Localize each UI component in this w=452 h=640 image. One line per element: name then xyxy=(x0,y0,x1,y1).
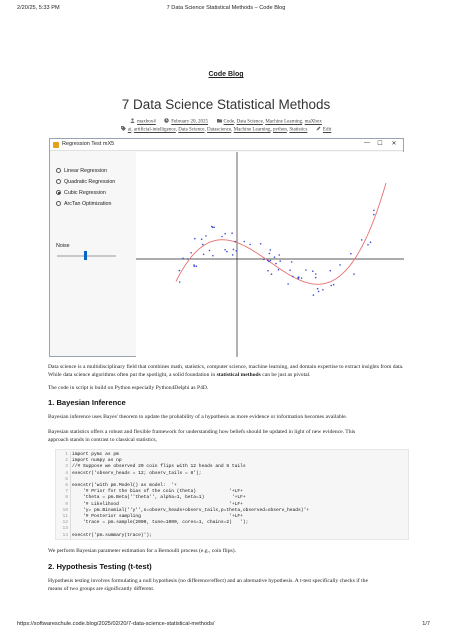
list-separator: , xyxy=(175,127,179,133)
line-number: 10 xyxy=(62,507,68,513)
list-separator: , xyxy=(302,119,305,125)
code-text: execstr('pm.summary(trace)'); xyxy=(72,532,152,538)
bayes-paragraph-2 xyxy=(48,429,408,444)
data-point xyxy=(269,253,271,255)
author-icon xyxy=(130,118,135,123)
line-number: 13 xyxy=(62,526,68,532)
data-point xyxy=(270,249,272,251)
code-text: '# Prior for the bias of the coin (theta) '+LF+ xyxy=(72,489,243,495)
code-text: //# Suppose we observed 20 coin flips with 12 heads and 8 tails xyxy=(72,464,246,470)
print-page-number: 1/7 xyxy=(422,621,430,627)
option-quadratic[interactable] xyxy=(56,177,115,186)
category-link[interactable]: Data Science xyxy=(236,119,263,125)
line-number: 11 xyxy=(62,514,68,519)
data-point xyxy=(224,249,226,251)
line-number: 12 xyxy=(62,520,68,526)
line-number: 9 xyxy=(65,501,68,507)
pencil-icon xyxy=(316,126,321,131)
data-point xyxy=(249,244,251,246)
data-point xyxy=(278,269,280,271)
bayes-paragraph-2-line-2: approach stands in contrast to classical statistics, xyxy=(48,436,157,443)
data-point xyxy=(367,244,369,246)
data-point xyxy=(315,277,317,279)
code-line xyxy=(56,533,410,540)
data-point xyxy=(292,276,294,278)
print-url: https://softwareschule.code.blog/2025/02/20/7-data-science-statistical-methods/ xyxy=(17,621,215,627)
option-linear[interactable] xyxy=(56,166,107,175)
data-point xyxy=(267,270,269,272)
tag-icon xyxy=(121,126,126,131)
data-point xyxy=(350,253,352,255)
bayes-after-paragraph: We perform Bayesian parameter estimation for a Bernoulli process (e.g., coin flips). xyxy=(48,548,236,554)
list-separator: , xyxy=(234,119,237,125)
option-cubic[interactable] xyxy=(56,188,106,197)
data-point xyxy=(244,241,246,243)
blog-name-link[interactable]: Code Blog xyxy=(208,71,244,78)
data-point xyxy=(289,269,291,271)
intro-text: Data science is a multidisciplinary field that combines math, statistics, computer science, machine learning, and domain expertise to extract insights from data. While data science algorithms often put the spotlight, a solid foundation in xyxy=(48,364,404,378)
tag-link[interactable]: Machine Learning xyxy=(233,127,271,133)
data-point xyxy=(232,254,234,256)
data-point xyxy=(275,263,277,265)
code-text: import numpy as np xyxy=(72,458,122,464)
line-number: 8 xyxy=(65,495,68,501)
ttest-paragraph xyxy=(48,578,408,593)
code-text: 'y= pm.Binomial(''y'',n=observ_heads+observ_tails,p=theta,observed=observ_heads)'+ xyxy=(72,507,310,513)
line-number: 4 xyxy=(65,470,68,476)
radio-linear[interactable] xyxy=(56,168,61,173)
data-point xyxy=(361,239,363,241)
folder-icon xyxy=(217,118,222,123)
tag-link[interactable]: Datascience xyxy=(207,127,232,133)
data-point xyxy=(279,260,281,262)
line-number: 7 xyxy=(65,489,68,495)
data-point xyxy=(211,226,213,228)
author-link[interactable]: maxbox4 xyxy=(137,119,156,125)
options-panel xyxy=(50,152,136,357)
app-icon xyxy=(53,142,59,148)
category-link[interactable]: Machine Learning xyxy=(265,119,303,125)
data-point xyxy=(205,235,207,237)
data-point xyxy=(373,214,375,216)
category-list xyxy=(224,120,322,125)
code-text: 'theta = pm.Beta(''theta'', alpha=1, beta=1) '+LF+ xyxy=(72,495,246,501)
tag-link[interactable]: python xyxy=(272,127,287,133)
print-page-title: 7 Data Science Statistical Methods – Code Blog xyxy=(166,5,286,11)
data-point xyxy=(312,270,314,272)
data-point xyxy=(231,232,233,234)
edit-link[interactable]: Edit xyxy=(322,127,332,133)
option-label: Cubic Regression xyxy=(64,189,106,196)
section-heading-bayesian: 1. Bayesian Inference xyxy=(48,398,126,407)
line-number: 2 xyxy=(65,458,68,464)
code-text: execstr('with pm.Model() as model: '+ xyxy=(72,483,177,488)
post-tags xyxy=(0,126,452,133)
bayes-paragraph-2-line-1: Bayesian statistics offers a robust and flexible framework for understanding how beliefs should be updated in light of new evidence. This xyxy=(48,429,356,435)
code-text: '# Likelihood '+LF+ xyxy=(72,501,243,507)
noise-slider-thumb[interactable] xyxy=(84,251,87,260)
list-separator: , xyxy=(204,127,208,133)
code-block xyxy=(55,449,409,540)
code-text: execstr('observ_heads = 12; observ_tails = 8'); xyxy=(72,470,202,476)
maximize-button[interactable]: ☐ xyxy=(377,141,383,147)
clock-icon xyxy=(164,118,169,123)
data-point xyxy=(274,256,276,258)
radio-quadratic[interactable] xyxy=(56,179,61,184)
line-number: 5 xyxy=(65,476,68,482)
data-points xyxy=(179,210,375,296)
tag-list xyxy=(128,128,308,133)
data-point xyxy=(221,236,223,238)
list-separator: , xyxy=(231,127,234,133)
data-point xyxy=(305,269,307,271)
data-point xyxy=(179,281,181,283)
data-point xyxy=(271,273,273,275)
list-separator: , xyxy=(286,127,290,133)
data-point xyxy=(194,266,196,268)
data-point xyxy=(333,284,335,286)
intro-bold: statistical methods xyxy=(216,371,261,378)
data-point xyxy=(322,289,324,291)
data-point xyxy=(318,291,320,293)
tag-link[interactable]: artificial-intelligence xyxy=(133,127,176,133)
code-text: 'trace = pm.sample(2000, tune=1000, cores=1, chains=2) '); xyxy=(72,520,249,526)
data-point xyxy=(263,259,265,261)
code-text: import pymc as pm xyxy=(72,452,119,457)
tag-link[interactable]: Statistics xyxy=(289,127,308,133)
option-arctan[interactable] xyxy=(56,199,111,208)
data-point xyxy=(287,283,289,285)
data-point xyxy=(301,277,303,279)
category-link[interactable]: maXbox xyxy=(304,119,322,125)
data-point xyxy=(370,241,372,243)
print-footer xyxy=(0,621,452,631)
data-point xyxy=(315,273,317,275)
print-datetime: 2/20/25, 5:33 PM xyxy=(17,5,60,11)
window-title: Regression Test mX5 xyxy=(62,141,115,147)
intro-paragraph xyxy=(48,364,408,379)
data-point xyxy=(298,278,300,280)
data-point xyxy=(236,250,238,252)
script-note: The code in script is build on Python especially Python4Delphi as P4D. xyxy=(48,385,209,391)
data-point xyxy=(224,233,226,235)
data-point xyxy=(235,241,237,243)
radio-cubic[interactable] xyxy=(56,190,61,195)
data-point xyxy=(317,288,319,290)
data-point xyxy=(291,261,293,263)
code-text: '# Posterior sampling '+LF+ xyxy=(72,514,243,519)
regression-curve xyxy=(176,183,386,284)
data-point xyxy=(190,252,192,254)
line-number: 6 xyxy=(65,483,68,488)
close-button[interactable]: ✕ xyxy=(391,141,397,147)
ttest-paragraph-line-2: means of two groups are significantly different. xyxy=(48,585,155,592)
print-header xyxy=(0,5,452,15)
regression-plot-svg xyxy=(136,152,404,357)
data-point xyxy=(203,254,205,256)
post-meta xyxy=(0,118,452,125)
option-label: Linear Regression xyxy=(64,167,107,174)
ttest-paragraph-line-1: Hypothesis testing involves formulating a null hypothesis (no difference/effect) and an alternative hypothesis. A t-test specifically checks if the xyxy=(48,578,368,584)
option-label: Quadratic Regression xyxy=(64,178,116,185)
data-point xyxy=(373,210,375,212)
data-point xyxy=(233,249,235,251)
data-point xyxy=(339,264,341,266)
minimize-button[interactable]: — xyxy=(364,140,370,146)
radio-arctan[interactable] xyxy=(56,201,61,206)
data-point xyxy=(260,243,262,245)
intro-end: can be just as pivotal. xyxy=(260,371,311,378)
list-separator: , xyxy=(262,119,266,125)
data-point xyxy=(270,260,272,262)
data-point xyxy=(330,285,332,287)
data-point xyxy=(194,238,196,240)
date-link[interactable]: February 20, 2025 xyxy=(171,119,209,125)
section-heading-ttest: 2. Hypothesis Testing (t-test) xyxy=(48,562,152,571)
window-titlebar xyxy=(50,139,403,151)
page-title: 7 Data Science Statistical Methods xyxy=(121,97,331,112)
regression-plot xyxy=(136,152,404,357)
data-point xyxy=(179,270,181,272)
data-point xyxy=(209,250,211,252)
data-point xyxy=(313,294,315,296)
noise-label: Noise xyxy=(56,243,70,249)
list-separator: , xyxy=(270,127,273,133)
data-point xyxy=(202,244,204,246)
data-point xyxy=(212,255,214,257)
line-number: 14 xyxy=(62,532,68,538)
data-point xyxy=(196,265,198,267)
line-number: 3 xyxy=(65,464,68,470)
option-label: ArcTan Optimization xyxy=(64,200,112,207)
list-separator: , xyxy=(131,127,134,133)
data-point xyxy=(187,258,189,260)
data-point xyxy=(330,270,332,272)
blog-name-container xyxy=(0,71,452,78)
tag-link[interactable]: ai xyxy=(127,127,132,133)
line-number: 1 xyxy=(65,452,68,457)
tag-link[interactable]: Data Science xyxy=(178,127,205,133)
data-point xyxy=(353,273,355,275)
data-point xyxy=(213,227,215,229)
data-point xyxy=(267,260,269,262)
data-point xyxy=(182,258,184,260)
regression-app-window xyxy=(49,138,404,357)
data-point xyxy=(201,238,203,240)
bayes-paragraph-1: Bayesian inference uses Bayes' theorem to update the probability of a hypothesis as more evidence or information becomes available. xyxy=(48,414,348,420)
category-link[interactable]: Code xyxy=(223,119,235,125)
data-point xyxy=(279,254,281,256)
data-point xyxy=(226,251,228,253)
